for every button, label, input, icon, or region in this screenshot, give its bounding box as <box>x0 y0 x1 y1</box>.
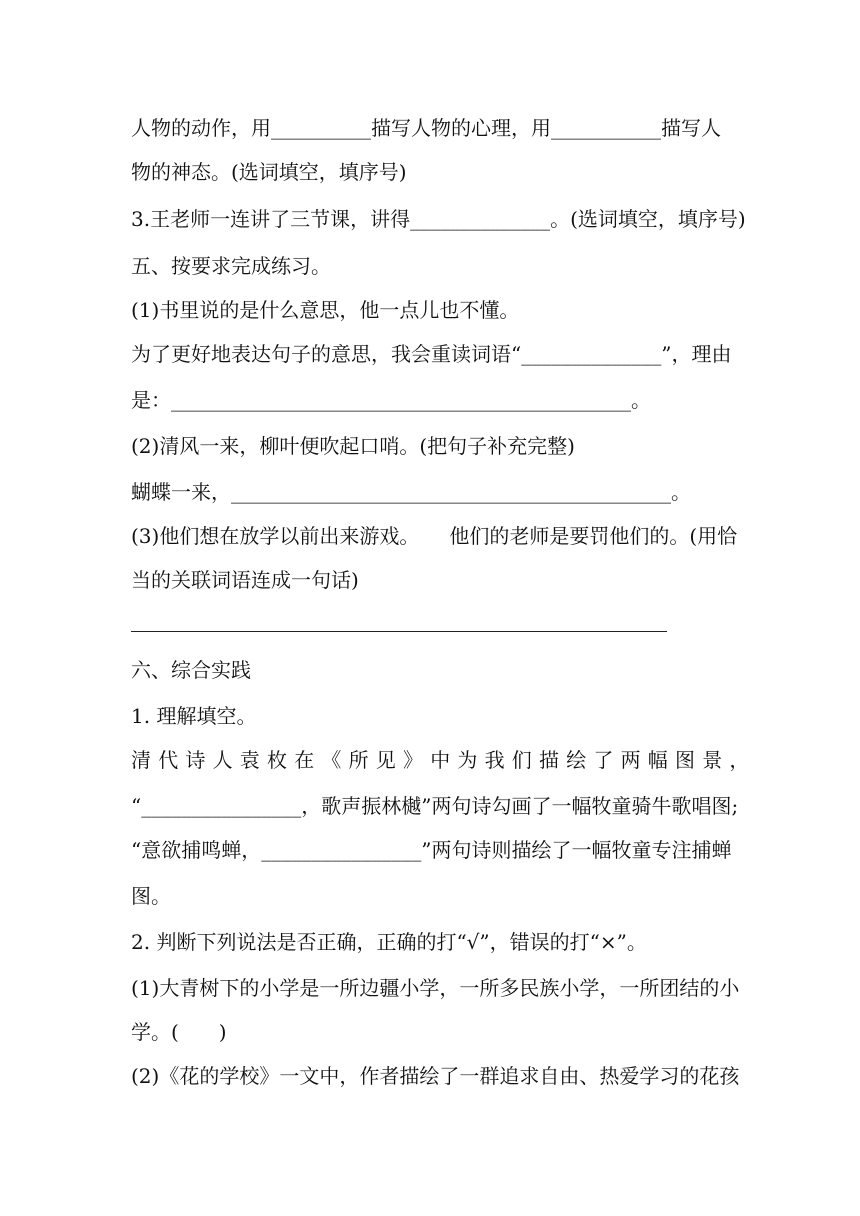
text-line: 2. 判断下列说法是否正确，正确的打“√”，错误的打“×”。 <box>131 930 647 954</box>
text-line: 1. 理解填空。 <box>131 704 257 728</box>
text-line: 当的关联词语连成一句话) <box>131 568 359 592</box>
text-line: (2)《花的学校》一文中，作者描绘了一群追求自由、热爱学习的花孩 <box>131 1064 740 1088</box>
text-line: 学。( ) <box>131 1020 227 1044</box>
text-line: “________________，歌声振林樾”两句诗勾画了一幅牧童骑牛歌唱图; <box>131 794 739 818</box>
text-line: (2)清风一来，柳叶便吹起口哨。(把句子补充完整) <box>131 434 575 458</box>
text-line: 物的神态。(选词填空，填序号) <box>131 160 407 184</box>
text-line: “意欲捕鸣蝉，________________”两句诗则描绘了一幅牧童专注捕蝉 <box>131 838 732 862</box>
answer-line: 蝴蝶一来，____________________________________________。 <box>131 480 691 504</box>
text-line: (1)书里说的是什么意思，他一点儿也不懂。 <box>131 298 520 322</box>
text-line: 3.王老师一连讲了三节课，讲得______________。(选词填空，填序号) <box>131 207 746 231</box>
answer-rule <box>131 631 667 632</box>
text-line: 人物的动作，用__________描写人物的心理，用___________描写人 <box>131 116 721 140</box>
section-heading: 六、综合实践 <box>131 658 251 682</box>
text-line: 图。 <box>131 884 171 908</box>
text-line: 清代诗人袁枚在《所见》中为我们描绘了两幅图景， <box>131 748 757 772</box>
text-line: 为了更好地表达句子的意思，我会重读词语“______________”，理由 <box>131 342 732 366</box>
text-line: (3)他们想在放学以前出来游戏。 他们的老师是要罚他们的。(用恰 <box>131 524 738 548</box>
answer-line: 是：______________________________________________。 <box>131 388 651 412</box>
text-line: (1)大青树下的小学是一所边疆小学，一所多民族小学，一所团结的小 <box>131 976 740 1000</box>
section-heading: 五、按要求完成练习。 <box>131 254 331 278</box>
